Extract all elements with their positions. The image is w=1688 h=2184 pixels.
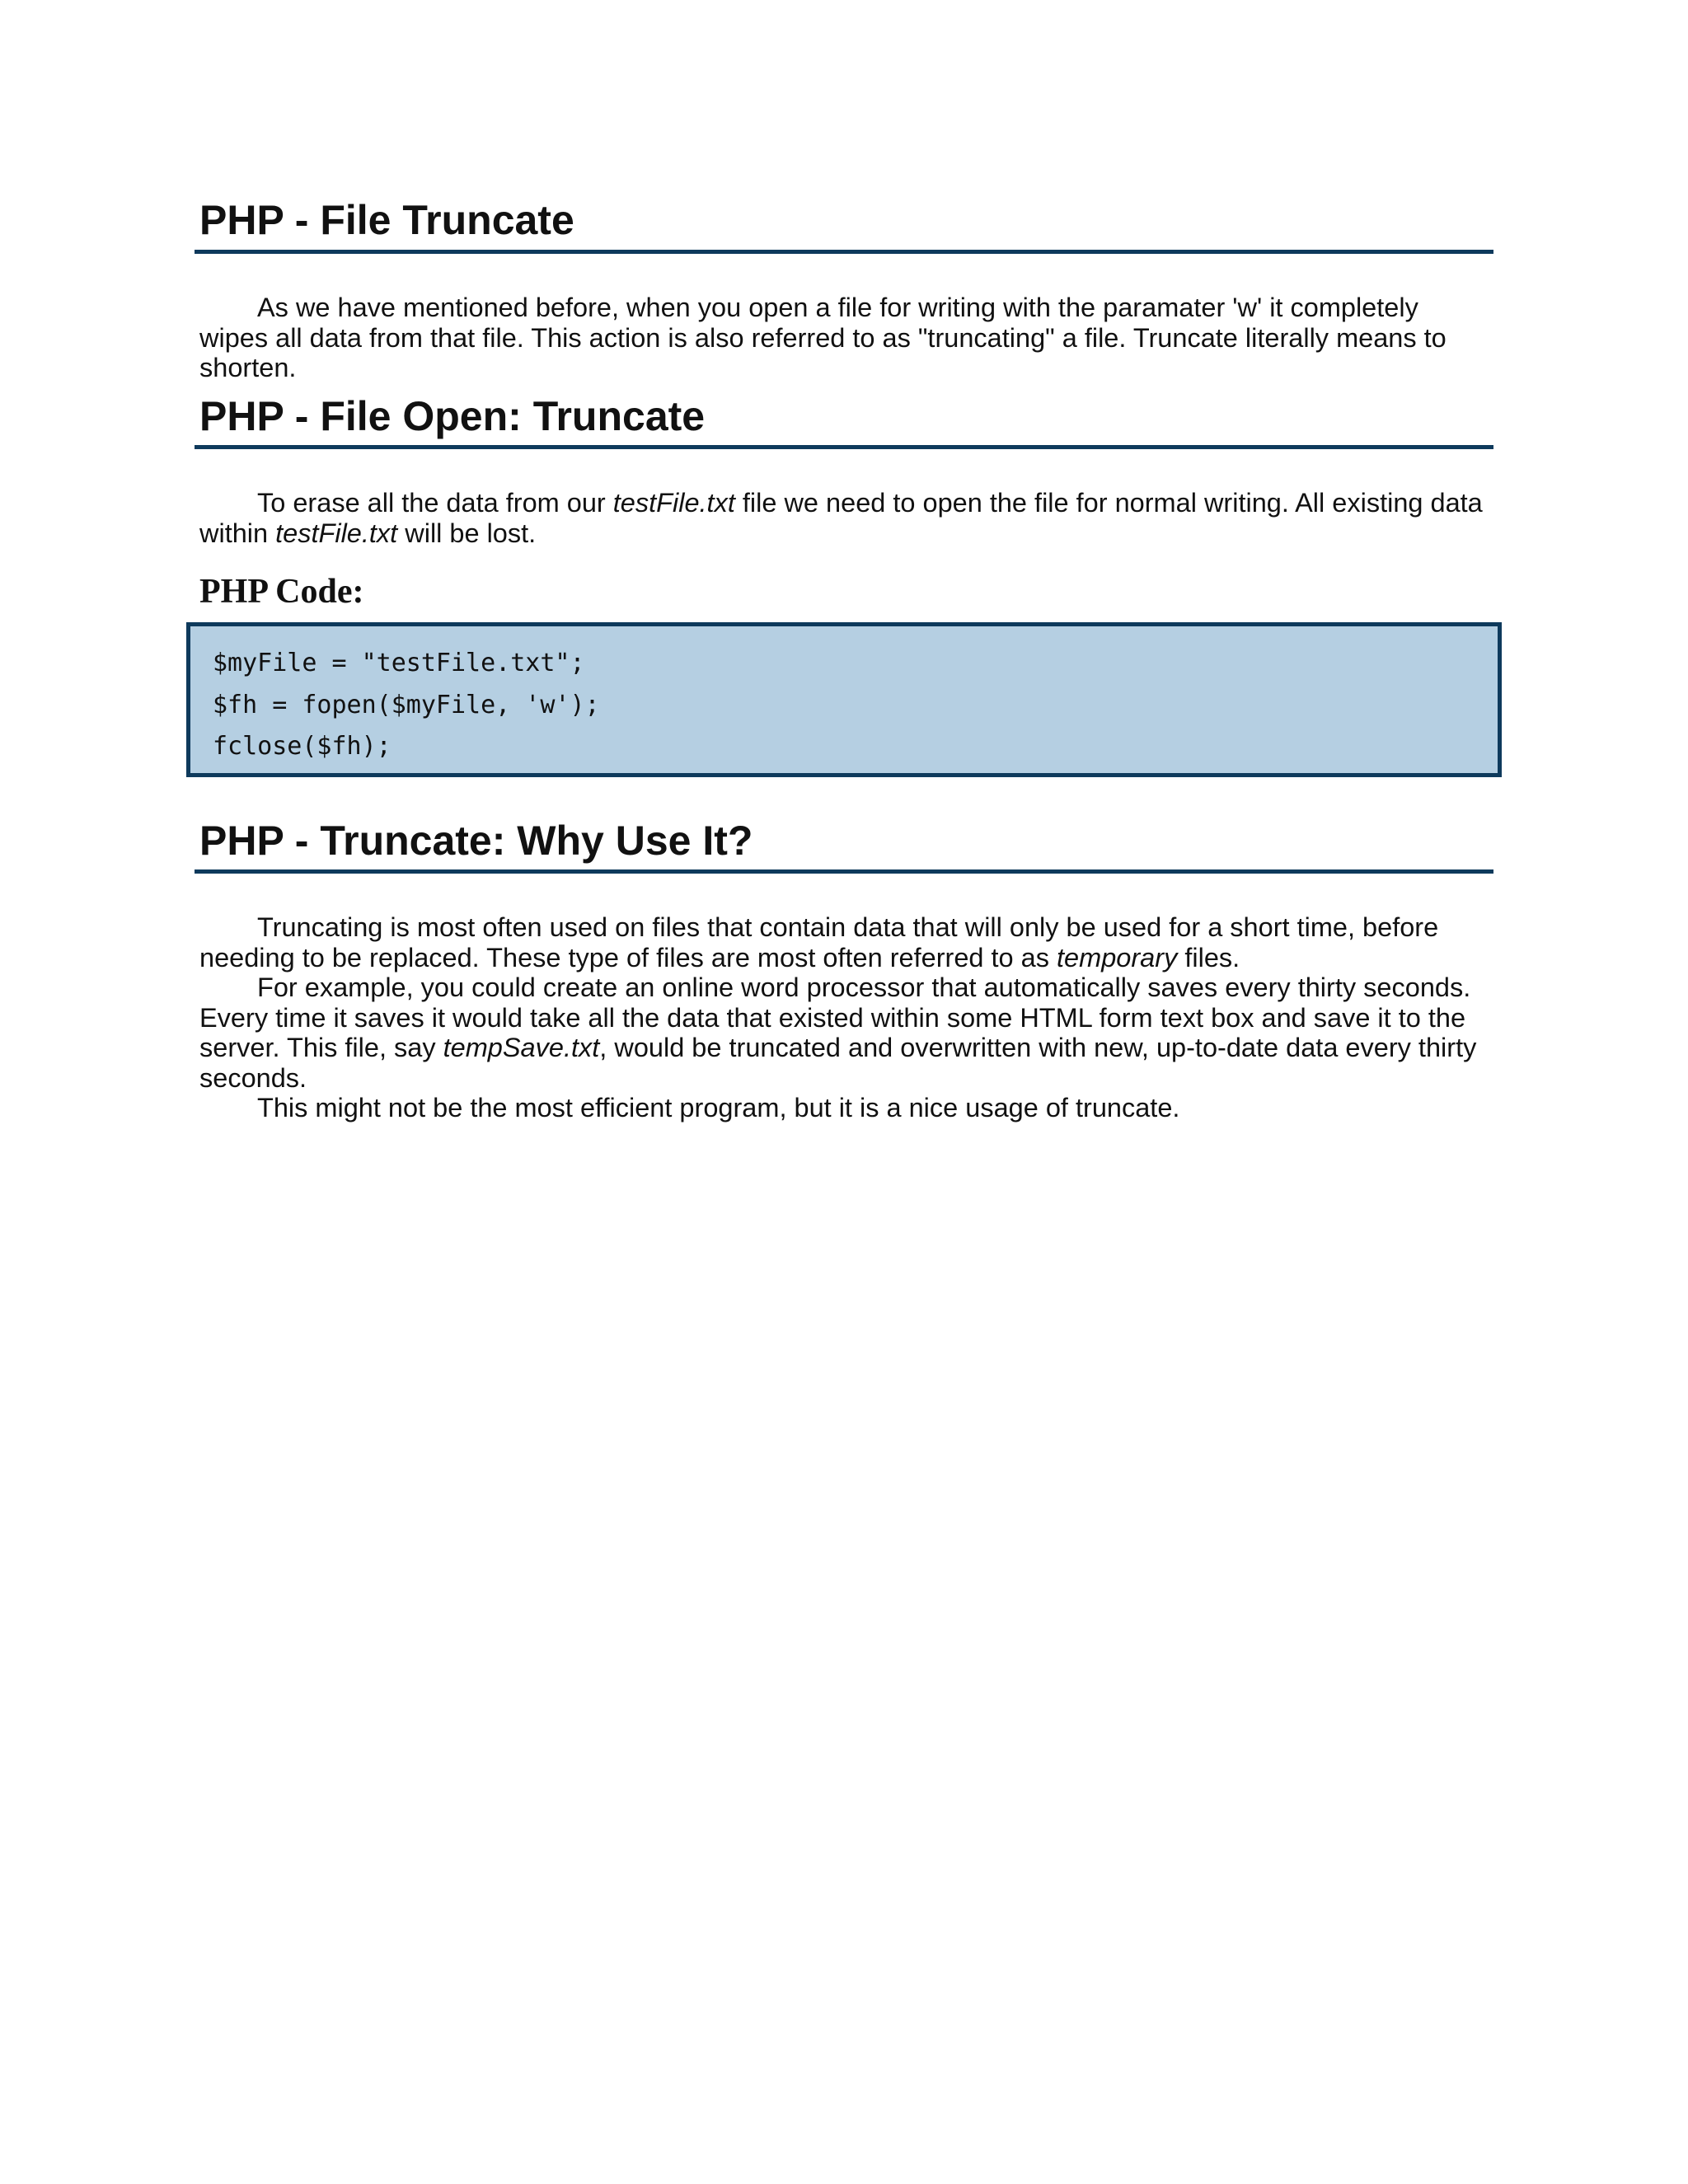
section-file-truncate <box>198 196 1490 244</box>
code-block <box>186 622 1502 777</box>
section-truncate-why <box>198 817 1490 865</box>
section-heading: PHP - Truncate: Why Use It? <box>199 818 753 864</box>
code-line: $fh = fopen($myFile, 'w'); <box>213 690 600 719</box>
paragraph-erase-data: To erase all the data from our testFile.txt file we need to open the file for normal writing. All existing data within testFile.txt will be lost. <box>199 488 1483 548</box>
section-heading: PHP - File Truncate <box>199 197 574 243</box>
filename-emphasis: tempSave.txt <box>443 1033 600 1062</box>
paragraph-temporary-files: Truncating is most often used on files that contain data that will only be used for a short time, before needing to be replaced. These type of files are most often referred to as temporary files. <box>199 912 1439 972</box>
paragraph-example: For example, you could create an online word processor that automatically saves every thirty seconds. Every time it saves it would take all the data that existed within some HTML form text box and save it to the server. This file, say tempSave.txt, would be truncated and overwritten with new, up-to-date data every thirty seconds. <box>199 972 1477 1093</box>
code-line: $myFile = "testFile.txt"; <box>213 649 585 677</box>
code-line: fclose($fh); <box>213 732 392 761</box>
term-emphasis: temporary <box>1057 942 1178 972</box>
section-heading: PHP - File Open: Truncate <box>199 393 706 439</box>
heading-underline <box>195 445 1493 449</box>
heading-underline <box>195 869 1493 874</box>
heading-underline <box>195 250 1493 254</box>
filename-emphasis: testFile.txt <box>612 488 735 518</box>
code-label: PHP Code: <box>199 573 364 611</box>
section-body <box>198 912 1490 1123</box>
paragraph-closing: This might not be the most efficient program, but it is a nice usage of truncate. <box>257 1093 1180 1122</box>
paragraph-intro: As we have mentioned before, when you open a file for writing with the paramater 'w' it completely wipes all data from that file. This action is also referred to as "truncating" a file. Truncate literally means to shorten. <box>199 293 1447 382</box>
section-file-open-truncate <box>198 392 1490 440</box>
filename-emphasis: testFile.txt <box>275 518 398 548</box>
